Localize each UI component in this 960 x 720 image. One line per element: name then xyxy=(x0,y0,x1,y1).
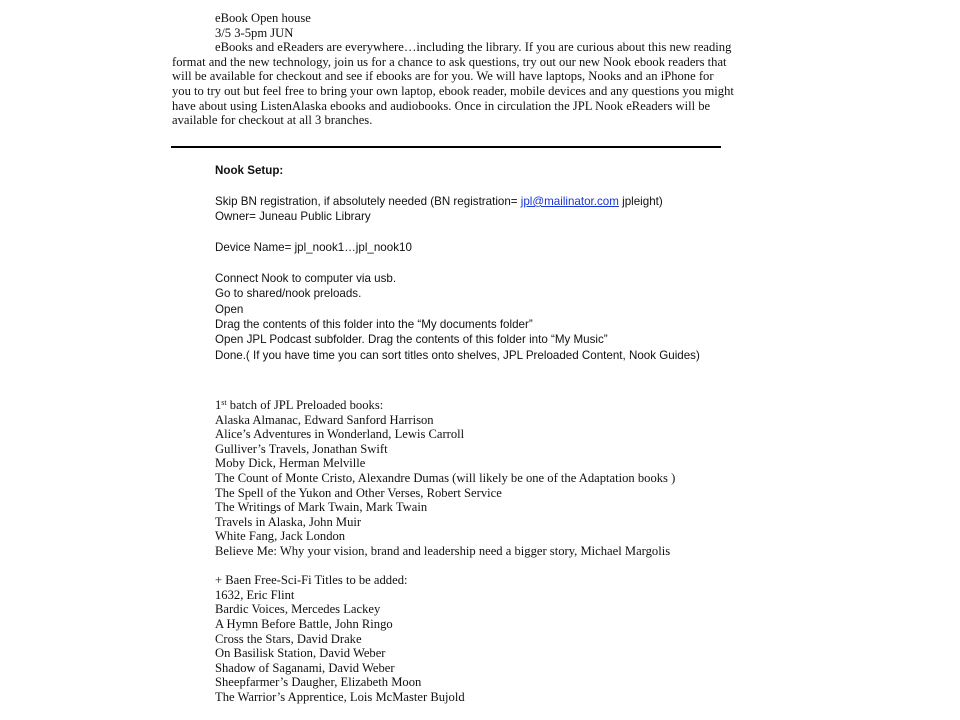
setup-step: Open xyxy=(215,302,244,316)
setup-step: Done.( If you have time you can sort titles onto shelves, JPL Preloaded Content, Nook Guides) xyxy=(215,348,700,362)
baen-heading: + Baen Free-Sci-Fi Titles to be added: xyxy=(215,573,408,588)
event-description-text: eBooks and eReaders are everywhere…including the library. If you are curious about this new reading format and the new technology, join us for a chance to ask questions, try out our new Nook ebook readers that will be available for checkout and see if ebooks are for you. We will have laptops, Nooks and an iPhone for you to try out but feel free to bring your own laptop, ebook reader, mobile devices and any questions you might have about using ListenAlaska ebooks and audiobooks. Once in circulation the JPL Nook eReaders will be available for checkout at all 3 branches. xyxy=(172,40,734,128)
registration-suffix: jpleight) xyxy=(618,194,663,208)
horizontal-divider xyxy=(171,146,721,148)
preloaded-heading xyxy=(215,398,735,413)
preloaded-heading-rest: batch of JPL Preloaded books: xyxy=(226,398,384,412)
setup-step: Connect Nook to computer via usb. xyxy=(215,271,397,285)
setup-step: Drag the contents of this folder into the “My documents folder” xyxy=(215,318,533,332)
owner-line: Owner= Juneau Public Library xyxy=(215,210,371,224)
event-date: 3/5 3-5pm JUN xyxy=(215,25,294,40)
baen-title: On Basilisk Station, David Weber xyxy=(215,646,386,661)
baen-title: A Hymn Before Battle, John Ringo xyxy=(215,616,393,631)
baen-title: Cross the Stars, David Drake xyxy=(215,631,362,646)
book-title: Believe Me: Why your vision, brand and leadership need a bigger story, Michael Margolis xyxy=(215,543,671,558)
event-announcement xyxy=(172,11,735,128)
baen-title: Bardic Voices, Mercedes Lackey xyxy=(215,602,381,617)
registration-email-link[interactable]: jpl@mailinator.com xyxy=(520,194,619,208)
book-title: The Count of Monte Cristo, Alexandre Dumas (will likely be one of the Adaptation books ) xyxy=(215,470,676,485)
book-title: Moby Dick, Herman Melville xyxy=(215,456,366,471)
setup-heading: Nook Setup: xyxy=(215,164,284,177)
preloaded-heading-sup: st xyxy=(221,398,227,407)
nook-setup-section xyxy=(215,163,735,363)
preloaded-heading-num: 1 xyxy=(215,398,222,412)
baen-title: Shadow of Saganami, David Weber xyxy=(215,660,395,675)
baen-title: The Warrior’s Apprentice, Lois McMaster Bujold xyxy=(215,689,465,704)
setup-step: Open JPL Podcast subfolder. Drag the contents of this folder into “My Music” xyxy=(215,333,608,347)
device-name-line: Device Name= jpl_nook1…jpl_nook10 xyxy=(215,241,412,254)
event-title: eBook Open house xyxy=(215,11,311,25)
registration-line xyxy=(215,194,735,209)
registration-prefix: Skip BN registration, if absolutely needed (BN registration= xyxy=(215,194,521,208)
book-title: White Fang, Jack London xyxy=(215,529,346,544)
book-title: Travels in Alaska, John Muir xyxy=(215,514,362,529)
book-title: The Writings of Mark Twain, Mark Twain xyxy=(215,500,428,515)
baen-title: Sheepfarmer’s Daugher, Elizabeth Moon xyxy=(215,675,422,690)
book-title: The Spell of the Yukon and Other Verses, Robert Service xyxy=(215,485,502,500)
setup-step: Go to shared/nook preloads. xyxy=(215,287,362,301)
book-title: Alice’s Adventures in Wonderland, Lewis Carroll xyxy=(215,427,465,442)
book-title: Alaska Almanac, Edward Sanford Harrison xyxy=(215,412,434,427)
baen-title: 1632, Eric Flint xyxy=(215,587,295,602)
book-lists xyxy=(215,398,735,704)
book-title: Gulliver’s Travels, Jonathan Swift xyxy=(215,441,388,456)
event-description xyxy=(172,40,735,128)
